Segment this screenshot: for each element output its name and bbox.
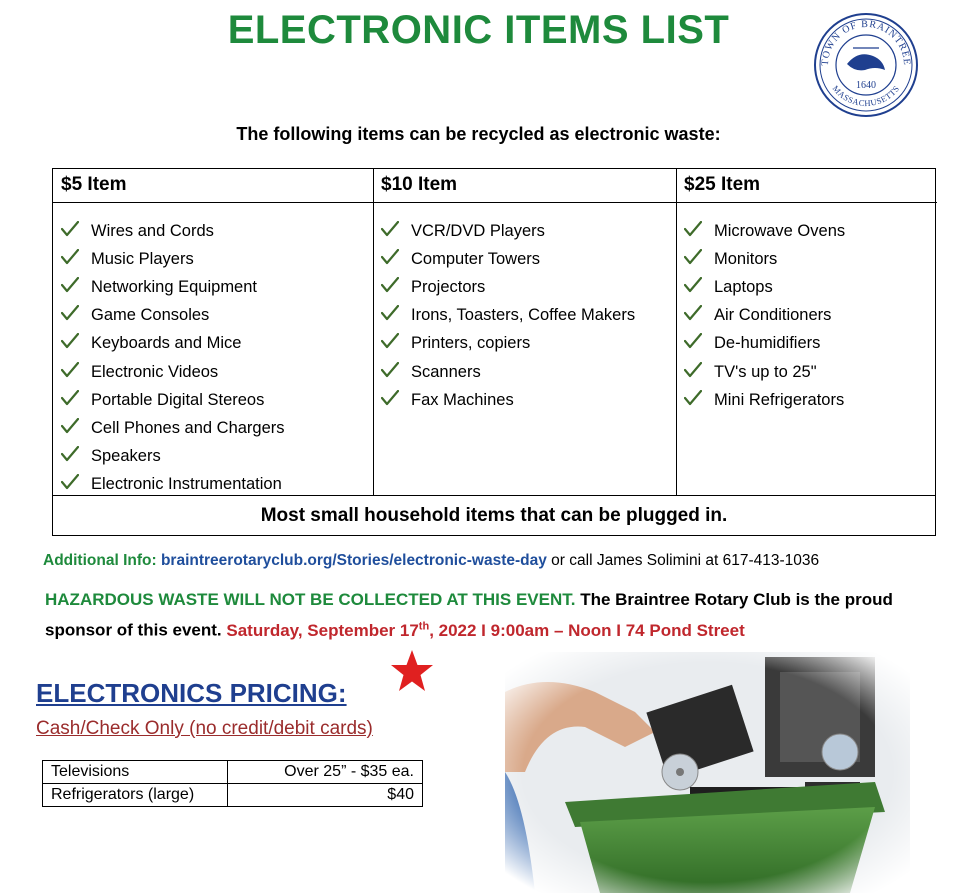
check-mark-icon xyxy=(61,362,91,383)
list-item-label: Wires and Cords xyxy=(91,221,214,240)
list-item-label: Air Conditioners xyxy=(714,306,832,325)
list-item-label: Cell Phones and Chargers xyxy=(91,418,285,437)
column-10-items xyxy=(373,203,676,495)
table-row xyxy=(43,761,423,784)
check-mark-icon xyxy=(61,277,91,298)
list-item-label: Scanners xyxy=(411,362,481,381)
list-item-label: Mini Refrigerators xyxy=(714,390,845,409)
list-item xyxy=(381,386,676,414)
list-item-label: Fax Machines xyxy=(411,390,514,409)
list-item xyxy=(61,414,373,442)
list-item-label: Projectors xyxy=(411,277,486,296)
column-header-10: $10 Item xyxy=(373,169,676,203)
list-item xyxy=(61,273,373,301)
column-5-items xyxy=(53,203,373,495)
seal-bottom-text: MASSACHUSETTS xyxy=(830,83,902,109)
list-item-label: Electronic Videos xyxy=(91,362,219,381)
list-item-label: Computer Towers xyxy=(411,249,540,268)
check-mark-icon xyxy=(684,362,714,383)
list-item xyxy=(684,273,937,301)
check-mark-icon xyxy=(684,221,714,242)
check-mark-icon xyxy=(684,277,714,298)
list-item xyxy=(61,330,373,358)
check-mark-icon xyxy=(684,333,714,354)
column-header-5: $5 Item xyxy=(53,169,373,203)
check-mark-icon xyxy=(381,277,411,298)
list-item-label: Speakers xyxy=(91,447,161,466)
list-item-label: Monitors xyxy=(714,249,778,268)
list-item-label: Keyboards and Mice xyxy=(91,334,242,353)
list-item xyxy=(684,302,937,330)
check-mark-icon xyxy=(684,390,714,411)
list-item-label: Portable Digital Stereos xyxy=(91,390,265,409)
check-mark-icon xyxy=(61,305,91,326)
list-item xyxy=(381,330,676,358)
list-item xyxy=(61,443,373,471)
table-footer-note: Most small household items that can be plugged in. xyxy=(260,505,728,526)
check-mark-icon xyxy=(381,333,411,354)
list-item xyxy=(684,217,937,245)
check-mark-icon xyxy=(381,221,411,242)
list-item xyxy=(61,358,373,386)
list-item-label: TV's up to 25" xyxy=(714,362,817,381)
list-item-label: Microwave Ovens xyxy=(714,221,846,240)
seal-year: 1640 xyxy=(856,80,876,91)
pricing-price: Over 25” - $35 ea. xyxy=(228,761,423,784)
list-item xyxy=(61,217,373,245)
column-header-25: $25 Item xyxy=(676,169,937,203)
sponsor-text: The Braintree Rotary Club is the proud sponsor of this event. xyxy=(45,590,893,640)
pricing-table xyxy=(42,760,423,807)
list-item xyxy=(684,386,937,414)
hazard-warning: HAZARDOUS WASTE WILL NOT BE COLLECTED AT THIS EVENT. xyxy=(45,590,576,609)
pricing-price: $40 xyxy=(228,784,423,807)
list-item xyxy=(684,358,937,386)
pricing-item: Refrigerators (large) xyxy=(43,784,228,807)
list-item-label: Music Players xyxy=(91,249,194,268)
list-item-label: Irons, Toasters, Coffee Makers xyxy=(411,306,636,325)
pricing-title: ELECTRONICS PRICING: xyxy=(36,678,347,708)
additional-info xyxy=(43,552,819,570)
list-item-label: Networking Equipment xyxy=(91,277,257,296)
list-item xyxy=(61,302,373,330)
list-item xyxy=(61,245,373,273)
list-item xyxy=(684,245,937,273)
list-item xyxy=(381,358,676,386)
list-item-label: Printers, copiers xyxy=(411,334,531,353)
red-star-icon xyxy=(389,648,435,694)
list-item xyxy=(381,245,676,273)
seal-top-text: TOWN OF BRAINTREE xyxy=(819,18,913,67)
column-25-items xyxy=(676,203,937,495)
check-mark-icon xyxy=(61,446,91,467)
check-mark-icon xyxy=(61,221,91,242)
table-row xyxy=(43,784,423,807)
page-title: ELECTRONIC ITEMS LIST xyxy=(227,8,730,52)
list-item-label: De-humidifiers xyxy=(714,334,821,353)
check-mark-icon xyxy=(381,249,411,270)
check-mark-icon xyxy=(684,249,714,270)
items-table xyxy=(52,168,936,536)
event-date-time: Saturday, September 17th, 2022 I 9:00am – Noon I 74 Pond Street xyxy=(226,620,745,640)
check-mark-icon xyxy=(381,362,411,383)
list-item-label: Game Consoles xyxy=(91,306,210,325)
contact-text: or call James Solimini at 617-413-1036 xyxy=(546,552,820,569)
list-item xyxy=(684,330,937,358)
list-item xyxy=(61,471,373,499)
check-mark-icon xyxy=(61,474,91,495)
list-item xyxy=(381,217,676,245)
recycling-bin-photo xyxy=(505,652,910,893)
check-mark-icon xyxy=(61,249,91,270)
payment-note: Cash/Check Only (no credit/debit cards) xyxy=(36,718,373,739)
subtitle: The following items can be recycled as electronic waste: xyxy=(236,124,721,144)
additional-info-label: Additional Info: xyxy=(43,552,157,569)
check-mark-icon xyxy=(61,333,91,354)
pricing-item: Televisions xyxy=(43,761,228,784)
check-mark-icon xyxy=(684,305,714,326)
rotary-club-link[interactable]: braintreerotaryclub.org/Stories/electronic-waste-day xyxy=(160,552,547,569)
check-mark-icon xyxy=(61,390,91,411)
list-item-label: Laptops xyxy=(714,277,773,296)
list-item xyxy=(381,273,676,301)
town-seal-icon xyxy=(813,12,919,118)
list-item xyxy=(381,302,676,330)
check-mark-icon xyxy=(381,305,411,326)
list-item-label: Electronic Instrumentation xyxy=(91,475,282,494)
list-item xyxy=(61,386,373,414)
check-mark-icon xyxy=(61,418,91,439)
check-mark-icon xyxy=(381,390,411,411)
event-notice xyxy=(45,586,925,644)
list-item-label: VCR/DVD Players xyxy=(411,221,545,240)
